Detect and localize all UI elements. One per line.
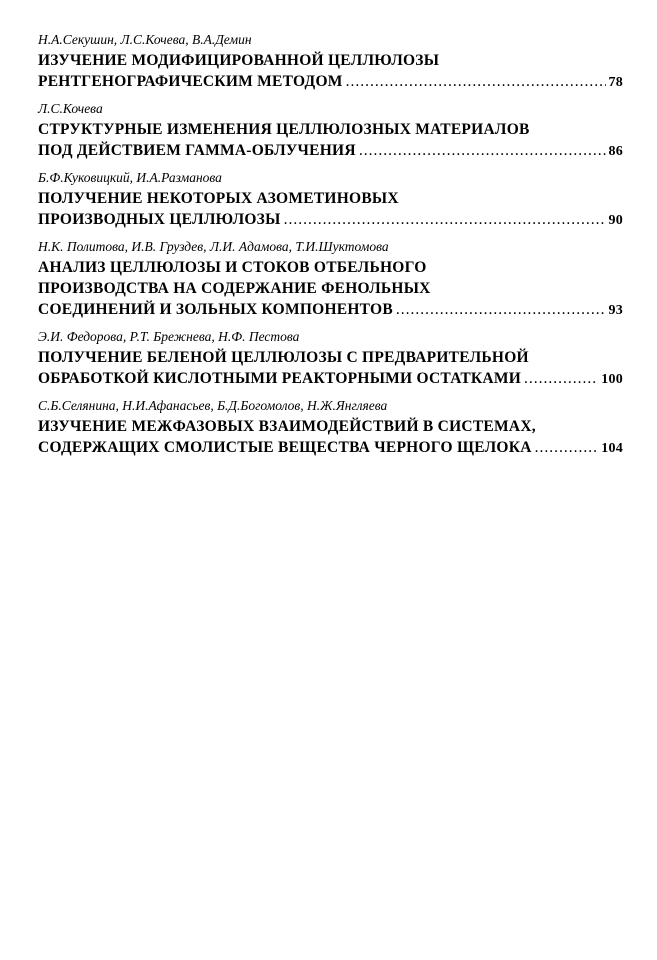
dot-leader <box>396 299 606 320</box>
entry-title-text: ПОЛУЧЕНИЕ БЕЛЕНОЙ ЦЕЛЛЮЛОЗЫ С ПРЕДВАРИТЕЛЬНОЙ <box>38 349 529 366</box>
entry-authors: Э.И. Федорова, Р.Т. Брежнева, Н.Ф. Пестова <box>38 329 300 344</box>
entry-authors: Н.К. Политова, И.В. Груздев, Л.И. Адамова, Т.И.Шуктомова <box>38 239 389 254</box>
entry-authors: Н.А.Секушин, Л.С.Кочева, В.А.Демин <box>38 32 252 47</box>
entry-title-text: ИЗУЧЕНИЕ МЕЖФАЗОВЫХ ВЗАИМОДЕЙСТВИЙ В СИСТЕМАХ, <box>38 418 536 435</box>
dot-leader <box>284 209 606 230</box>
entry-title-text: АНАЛИЗ ЦЕЛЛЮЛОЗЫ И СТОКОВ ОТБЕЛЬНОГО <box>38 259 427 276</box>
entry-title-line <box>38 416 623 437</box>
entry-title-text: ПОЛУЧЕНИЕ НЕКОТОРЫХ АЗОМЕТИНОВЫХ <box>38 190 399 207</box>
entry-title-line <box>38 299 623 320</box>
entry-title-line <box>38 50 623 71</box>
toc-entry <box>38 30 623 92</box>
table-of-contents <box>38 30 623 465</box>
toc-entry <box>38 396 623 458</box>
entry-title-line <box>38 368 623 389</box>
dot-leader <box>524 368 598 389</box>
entry-title-line <box>38 347 623 368</box>
entry-title-text: СОДЕРЖАЩИХ СМОЛИСТЫЕ ВЕЩЕСТВА ЧЕРНОГО ЩЕЛОКА <box>38 439 532 456</box>
entry-title-line <box>38 278 623 299</box>
toc-entry <box>38 99 623 161</box>
entry-authors: С.Б.Селянина, Н.И.Афанасьев, Б.Д.Богомолов, Н.Ж.Янгляева <box>38 398 388 413</box>
toc-entry <box>38 327 623 389</box>
entry-authors: Б.Ф.Куковицкий, И.А.Размaнова <box>38 170 222 185</box>
entry-title-text: СТРУКТУРНЫЕ ИЗМЕНЕНИЯ ЦЕЛЛЮЛОЗНЫХ МАТЕРИАЛОВ <box>38 121 530 138</box>
entry-title-text: РЕНТГЕНОГРАФИЧЕСКИМ МЕТОДОМ <box>38 73 343 90</box>
dot-leader <box>535 437 599 458</box>
entry-authors: Л.С.Кочева <box>38 101 103 116</box>
dot-leader <box>346 71 606 92</box>
entry-title-line <box>38 437 623 458</box>
entry-title-line <box>38 140 623 161</box>
dot-leader <box>359 140 606 161</box>
entry-title-text: ПРОИЗВОДСТВА НА СОДЕРЖАНИЕ ФЕНОЛЬНЫХ <box>38 280 431 297</box>
entry-title-line <box>38 119 623 140</box>
entry-page-number: 100 <box>601 372 623 387</box>
entry-title-text: СОЕДИНЕНИЙ И ЗОЛЬНЫХ КОМПОНЕНТОВ <box>38 301 393 318</box>
entry-title-text: ИЗУЧЕНИЕ МОДИФИЦИРОВАННОЙ ЦЕЛЛЮЛОЗЫ <box>38 52 440 69</box>
entry-page-number: 104 <box>601 441 623 456</box>
toc-entry <box>38 168 623 230</box>
entry-page-number: 78 <box>608 75 623 90</box>
entry-title-line <box>38 209 623 230</box>
entry-page-number: 93 <box>608 303 623 318</box>
toc-entry <box>38 237 623 320</box>
entry-title-line <box>38 188 623 209</box>
entry-title-text: ОБРАБОТКОЙ КИСЛОТНЫМИ РЕАКТОРНЫМИ ОСТАТКАМИ <box>38 370 522 387</box>
entry-page-number: 86 <box>608 144 623 159</box>
entry-title-text: ПРОИЗВОДНЫХ ЦЕЛЛЮЛОЗЫ <box>38 211 281 228</box>
entry-title-text: ПОД ДЕЙСТВИЕМ ГАММА-ОБЛУЧЕНИЯ <box>38 142 356 159</box>
entry-page-number: 90 <box>608 213 623 228</box>
entry-title-line <box>38 257 623 278</box>
entry-title-line <box>38 71 623 92</box>
